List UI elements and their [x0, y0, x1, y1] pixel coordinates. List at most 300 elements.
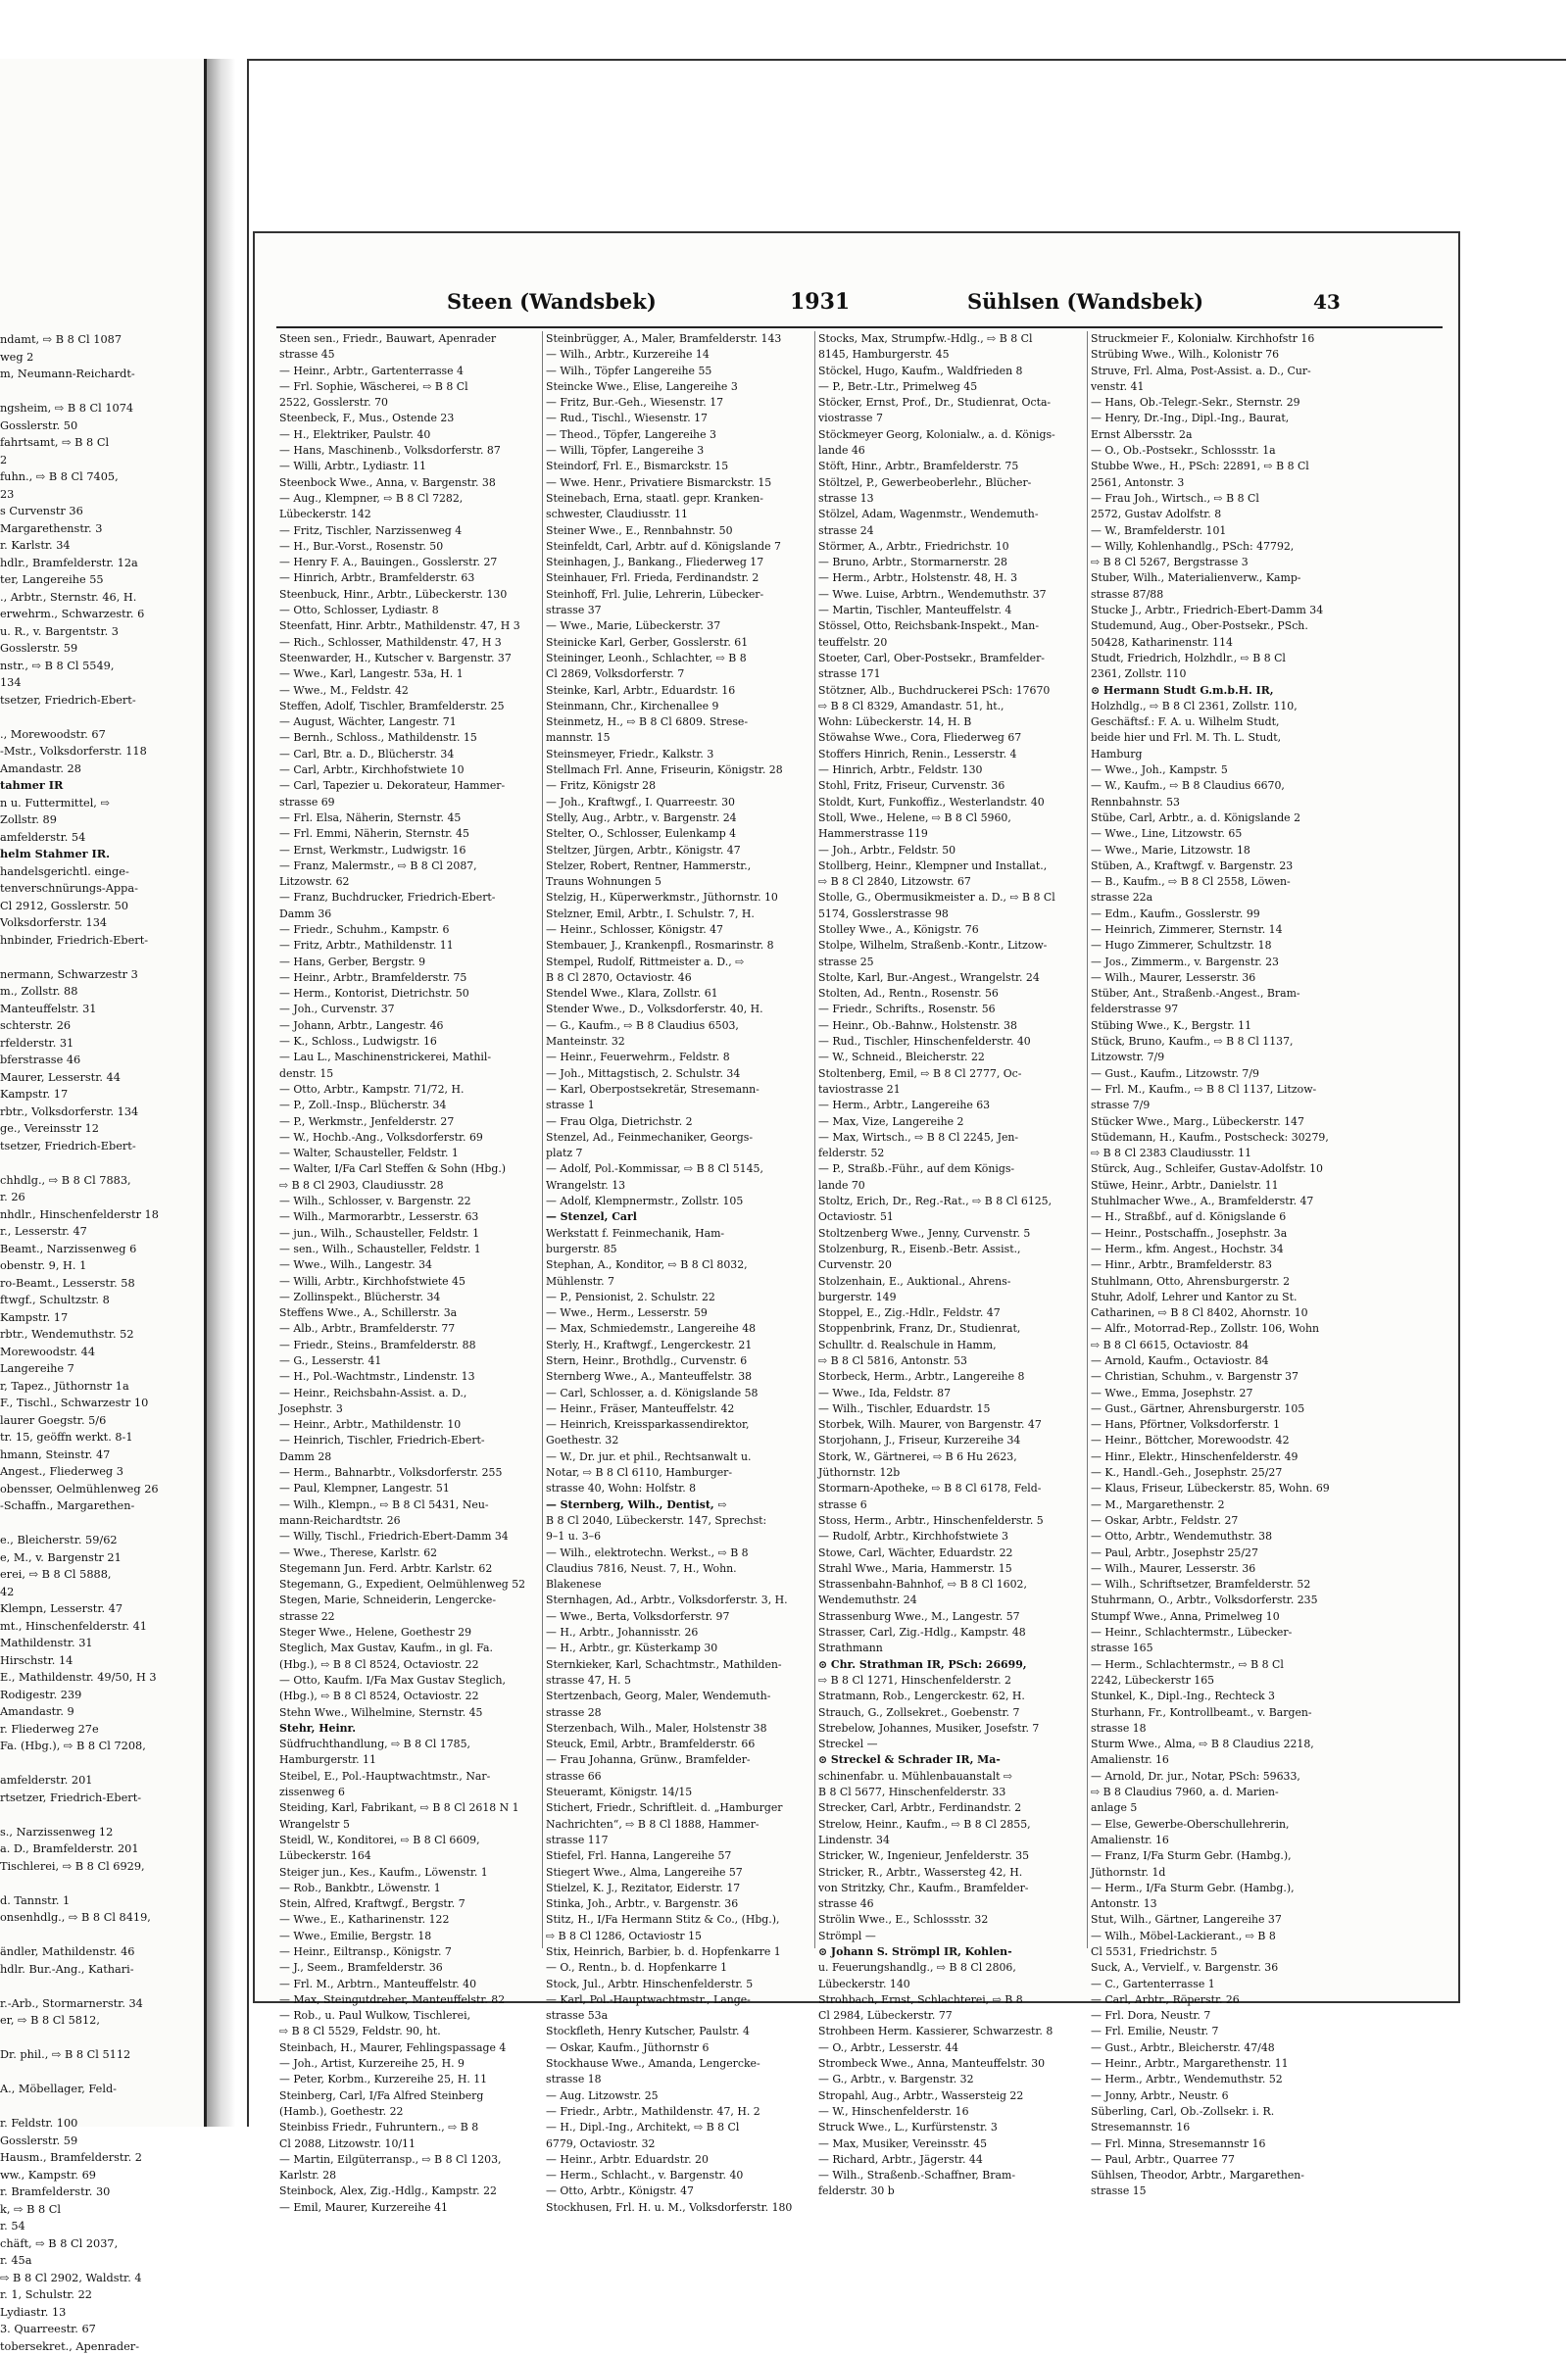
directory-entry-line: — G., Kaufm., ⇨ B 8 Claudius 6503,: [546, 1018, 825, 1034]
facing-page-line: r. Bramfelderstr. 30: [0, 2183, 201, 2201]
directory-entry-line: von Stritzky, Chr., Kaufm., Bramfelder-: [818, 1881, 1098, 1896]
facing-page-fragment: [0, 59, 207, 2127]
directory-entry-line: Steinmetz, H., ⇨ B 8 Cl 6809. Strese-: [546, 714, 825, 730]
directory-entry-line: — Klaus, Friseur, Lübeckerstr. 85, Wohn. 69: [1091, 1481, 1370, 1496]
directory-entry-line: Steffen, Adolf, Tischler, Bramfelderstr. 25: [279, 699, 559, 714]
directory-entry-line: — Wwe., Karl, Langestr. 53a, H. 1: [279, 666, 559, 682]
directory-entry-line: Nachrichten“, ⇨ B 8 Cl 1888, Hammer-: [546, 1817, 825, 1833]
directory-entry-line: — Joh., Curvenstr. 37: [279, 1002, 559, 1017]
directory-entry-line: Stolten, Ad., Rentn., Rosenstr. 56: [818, 986, 1098, 1002]
facing-page-line: s., Narzissenweg 12: [0, 1824, 201, 1841]
directory-entry-line: 2561, Antonstr. 3: [1091, 475, 1370, 491]
directory-entry-line: strasse 171: [818, 666, 1098, 682]
facing-page-line: m., Zollstr. 88: [0, 983, 201, 1001]
directory-entry-line: — Herm., Bahnarbtr., Volksdorferstr. 255: [279, 1465, 559, 1481]
facing-page-line: Rodigestr. 239: [0, 1687, 201, 1704]
directory-entry-line: — Alb., Arbtr., Bramfelderstr. 77: [279, 1321, 559, 1337]
directory-entry-line: — Martin, Eilgüterransp., ⇨ B 8 Cl 1203,: [279, 2152, 559, 2168]
directory-entry-line: Struckmeier F., Kolonialw. Kirchhofstr 16: [1091, 331, 1370, 347]
facing-page-column: [0, 331, 201, 2355]
facing-page-line: er, ⇨ B 8 Cl 5812,: [0, 2012, 201, 2030]
directory-entry-line: Steininger, Leonh., Schlachter, ⇨ B 8: [546, 651, 825, 666]
directory-entry-line: — Arnold, Dr. jur., Notar, PSch: 59633,: [1091, 1769, 1370, 1785]
directory-entry-line: Steiding, Karl, Fabrikant, ⇨ B 8 Cl 2618 N 1: [279, 1800, 559, 1816]
directory-entry-line: — Joh., Artist, Kurzereihe 25, H. 9: [279, 2056, 559, 2072]
directory-entry-line: Stelzer, Robert, Rentner, Hammerstr.,: [546, 859, 825, 874]
directory-entry-line: 50428, Katharinenstr. 114: [1091, 635, 1370, 651]
directory-entry-line: felderstr. 52: [818, 1146, 1098, 1161]
directory-entry-line: — Rob., u. Paul Wulkow, Tischlerei,: [279, 2008, 559, 2024]
directory-entry-line: — Wilh., Marmorarbtr., Lesserstr. 63: [279, 1209, 559, 1225]
directory-entry-line: — Frl. Emmi, Näherin, Sternstr. 45: [279, 826, 559, 842]
directory-entry-line: Stoldt, Kurt, Funkoffiz., Westerlandstr. 40: [818, 795, 1098, 810]
directory-entry-line: beide hier und Frl. M. Th. L. Studt,: [1091, 730, 1370, 746]
directory-entry-line: Stuhrmann, O., Arbtr., Volksdorferstr. 235: [1091, 1593, 1370, 1608]
directory-entry-line: — Wwe., Wilh., Langestr. 34: [279, 1257, 559, 1273]
directory-entry-line: Stelzner, Emil, Arbtr., I. Schulstr. 7, H.: [546, 907, 825, 922]
facing-page-line: amfelderstr. 54: [0, 829, 201, 847]
directory-entry-line: ⇨ B 8 Cl 5267, Bergstrasse 3: [1091, 555, 1370, 570]
directory-entry-line: strasse 165: [1091, 1641, 1370, 1656]
directory-entry-line: — Herm., Kontorist, Dietrichstr. 50: [279, 986, 559, 1002]
directory-entry-line: — Willy, Kohlenhandlg., PSch: 47792,: [1091, 539, 1370, 555]
directory-entry-line: Stegemann Jun. Ferd. Arbtr. Karlstr. 62: [279, 1561, 559, 1577]
directory-entry-line: Sterly, H., Kraftwgf., Lengerckestr. 21: [546, 1338, 825, 1353]
directory-entry-line: Stegen, Marie, Schneiderin, Lengercke-: [279, 1593, 559, 1608]
directory-entry-line: — Gust., Arbtr., Bleicherstr. 47/48: [1091, 2040, 1370, 2056]
directory-entry-line: — Gust., Kaufm., Litzowstr. 7/9: [1091, 1066, 1370, 1082]
directory-entry-line: Josephstr. 3: [279, 1401, 559, 1417]
directory-entry-line: — Walter, Schausteller, Feldstr. 1: [279, 1146, 559, 1161]
directory-entry-line: — Franz, Buchdrucker, Friedrich-Ebert-: [279, 890, 559, 906]
directory-entry-line: Stempel, Rudolf, Rittmeister a. D., ⇨: [546, 955, 825, 970]
directory-entry-line: Stössel, Otto, Reichsbank-Inspekt., Man-: [818, 618, 1098, 634]
directory-entry-line: — Johann, Arbtr., Langestr. 46: [279, 1018, 559, 1034]
directory-entry-line: Studemund, Aug., Ober-Postsekr., PSch.: [1091, 618, 1370, 634]
directory-entry-line: — Hans, Pförtner, Volksdorferstr. 1: [1091, 1417, 1370, 1433]
directory-entry-line: Storbek, Wilh. Maurer, von Bargenstr. 47: [818, 1417, 1098, 1433]
directory-entry-line: strasse 13: [818, 491, 1098, 507]
directory-entry-line: Wrangelstr. 13: [546, 1178, 825, 1194]
directory-entry-line: Stehr, Heinr.: [279, 1721, 559, 1737]
directory-entry-line: Stunkel, K., Dipl.-Ing., Rechteck 3: [1091, 1689, 1370, 1704]
directory-entry-line: — Rob., Bankbtr., Löwenstr. 1: [279, 1881, 559, 1896]
directory-entry-line: — Wwe., Line, Litzowstr. 65: [1091, 826, 1370, 842]
directory-entry-line: — Wwe., Ida, Feldstr. 87: [818, 1386, 1098, 1401]
directory-entry-line: — Carl, Tapezier u. Dekorateur, Hammer-: [279, 778, 559, 794]
facing-page-line: ftwgf., Schultzstr. 8: [0, 1292, 201, 1309]
directory-entry-line: — Herm., I/Fa Sturm Gebr. (Hambg.),: [1091, 1881, 1370, 1896]
directory-entry-line: — Wwe., Berta, Volksdorferstr. 97: [546, 1609, 825, 1625]
directory-entry-line: Sternhagen, Ad., Arbtr., Volksdorferstr. 3, H.: [546, 1593, 825, 1608]
directory-entry-line: — H., Arbtr., gr. Küsterkamp 30: [546, 1641, 825, 1656]
directory-entry-line: Steenbuck, Hinr., Arbtr., Lübeckerstr. 130: [279, 587, 559, 603]
directory-entry-line: — P., Straßb.-Führ., auf dem Königs-: [818, 1161, 1098, 1177]
directory-entry-line: Stöwahse Wwe., Cora, Fliederweg 67: [818, 730, 1098, 746]
directory-entry-line: — Herm., Arbtr., Wendemuthstr. 52: [1091, 2072, 1370, 2087]
directory-entry-line: ⇨ B 8 Cl 2840, Litzowstr. 67: [818, 874, 1098, 890]
facing-page-line: [0, 2098, 201, 2116]
directory-entry-line: B 8 Cl 5677, Hinschenfelderstr. 33: [818, 1785, 1098, 1800]
directory-entry-line: Cl 2984, Lübeckerstr. 77: [818, 2008, 1098, 2024]
directory-entry-line: Stein, Alfred, Kraftwgf., Bergstr. 7: [279, 1896, 559, 1912]
directory-entry-line: — Fritz, Arbtr., Mathildenstr. 11: [279, 938, 559, 954]
directory-entry-line: mann-Reichardtstr. 26: [279, 1513, 559, 1529]
directory-entry-line: Steinke, Karl, Arbtr., Eduardstr. 16: [546, 683, 825, 699]
directory-entry-line: Strathmann: [818, 1641, 1098, 1656]
facing-page-line: Volksdorferstr. 134: [0, 914, 201, 932]
directory-entry-line: — Adolf, Klempnermstr., Zollstr. 105: [546, 1194, 825, 1209]
directory-entry-line: — Wwe. Luise, Arbtrn., Wendemuthstr. 37: [818, 587, 1098, 603]
facing-page-line: Amandastr. 28: [0, 760, 201, 778]
facing-page-line: r. 1, Schulstr. 22: [0, 2286, 201, 2304]
directory-entry-line: Holzhdlg., ⇨ B 8 Cl 2361, Zollstr. 110,: [1091, 699, 1370, 714]
directory-entry-line: — Hinrich, Arbtr., Bramfelderstr. 63: [279, 570, 559, 586]
facing-page-line: r. Karlstr. 34: [0, 537, 201, 555]
directory-entry-line: Struck Wwe., L., Kurfürstenstr. 3: [818, 2120, 1098, 2135]
facing-page-line: A., Möbellager, Feld-: [0, 2081, 201, 2098]
directory-entry-line: — Willi, Töpfer, Langereihe 3: [546, 443, 825, 459]
directory-entry-line: (Hamb.), Goethestr. 22: [279, 2104, 559, 2120]
facing-page-line: tr. 15, geöffn werkt. 8-1: [0, 1429, 201, 1447]
facing-page-line: Angest., Fliederweg 3: [0, 1463, 201, 1481]
facing-page-line: Kampstr. 17: [0, 1309, 201, 1327]
directory-entry-line: Stoss, Herm., Arbtr., Hinschenfelderstr. 5: [818, 1513, 1098, 1529]
directory-entry-line: Stenzel, Ad., Feinmechaniker, Georgs-: [546, 1130, 825, 1146]
directory-entry-line: — Else, Gewerbe-Oberschullehrerin,: [1091, 1817, 1370, 1833]
directory-entry-line: Steenbock Wwe., Anna, v. Bargenstr. 38: [279, 475, 559, 491]
directory-entry-line: Stropahl, Aug., Arbtr., Wassersteig 22: [818, 2088, 1098, 2104]
directory-entry-line: Stendel Wwe., Klara, Zollstr. 61: [546, 986, 825, 1002]
directory-entry-line: — Wilh., Maurer, Lesserstr. 36: [1091, 1561, 1370, 1577]
facing-page-line: Fa. (Hbg.), ⇨ B 8 Cl 7208,: [0, 1738, 201, 1755]
directory-entry-line: — Wilh., Arbtr., Kurzereihe 14: [546, 347, 825, 363]
directory-entry-line: Strassenbahn-Bahnhof, ⇨ B 8 Cl 1602,: [818, 1577, 1098, 1593]
directory-entry-line: — Wilh., Töpfer Langereihe 55: [546, 364, 825, 379]
directory-entry-line: 2242, Lübeckerstr 165: [1091, 1673, 1370, 1689]
directory-entry-line: — jun., Wilh., Schausteller, Feldstr. 1: [279, 1226, 559, 1242]
facing-page-line: e., Bleicherstr. 59/62: [0, 1532, 201, 1549]
facing-page-line: Morewoodstr. 44: [0, 1344, 201, 1361]
directory-entry-line: Stöcker, Ernst, Prof., Dr., Studienrat, Octa-: [818, 395, 1098, 411]
directory-entry-line: anlage 5: [1091, 1800, 1370, 1816]
directory-entry-line: strasse 22a: [1091, 890, 1370, 906]
directory-entry-line: — Joh., Mittagstisch, 2. Schulstr. 34: [546, 1066, 825, 1082]
directory-entry-line: Steueramt, Königstr. 14/15: [546, 1785, 825, 1800]
directory-entry-line: — Otto, Schlosser, Lydiastr. 8: [279, 603, 559, 618]
directory-entry-line: Steltzer, Jürgen, Arbtr., Königstr. 47: [546, 843, 825, 859]
directory-entry-line: — Heinr., Feuerwehrm., Feldstr. 8: [546, 1050, 825, 1065]
directory-entry-line: — K., Schloss., Ludwigstr. 16: [279, 1034, 559, 1050]
directory-entry-line: — Herm., Arbtr., Holstenstr. 48, H. 3: [818, 570, 1098, 586]
directory-entry-line: — Jonny, Arbtr., Neustr. 6: [1091, 2088, 1370, 2104]
directory-entry-line: — Oskar, Arbtr., Feldstr. 27: [1091, 1513, 1370, 1529]
directory-entry-line: Stöltzel, P., Gewerbeoberlehr., Blücher-: [818, 475, 1098, 491]
directory-entry-line: strasse 24: [818, 523, 1098, 539]
directory-entry-line: — Heinrich, Kreissparkassendirektor,: [546, 1417, 825, 1433]
directory-entry-line: 5174, Gosslerstrasse 98: [818, 907, 1098, 922]
facing-page-line: Gosslerstr. 59: [0, 2133, 201, 2150]
facing-page-line: [0, 1875, 201, 1892]
directory-entry-line: Steinmann, Chr., Kirchenallee 9: [546, 699, 825, 714]
facing-page-line: 134: [0, 674, 201, 692]
directory-entry-line: — Heinr., Arbtr., Gartenterrasse 4: [279, 364, 559, 379]
directory-entry-line: Stück, Bruno, Kaufm., ⇨ B 8 Cl 1137,: [1091, 1034, 1370, 1050]
facing-page-line: 42: [0, 1584, 201, 1601]
directory-entry-line: — Bruno, Arbtr., Stormarnerstr. 28: [818, 555, 1098, 570]
directory-entry-line: Stolle, G., Obermusikmeister a. D., ⇨ B 8 Cl: [818, 890, 1098, 906]
directory-entry-line: Stegemann, G., Expedient, Oelmühlenweg 52: [279, 1577, 559, 1593]
directory-entry-line: — Lau L., Maschinenstrickerei, Mathil-: [279, 1050, 559, 1065]
directory-entry-line: denstr. 15: [279, 1066, 559, 1082]
directory-entry-line: Steuck, Emil, Arbtr., Bramfelderstr. 66: [546, 1737, 825, 1752]
directory-entry-line: Stüber, Ant., Straßenb.-Angest., Bram-: [1091, 986, 1370, 1002]
directory-entry-line: — Wilh., Schlosser, v. Bargenstr. 22: [279, 1194, 559, 1209]
directory-entry-line: Hamburgerstr. 11: [279, 1752, 559, 1768]
directory-entry-line: — Walter, I/Fa Carl Steffen & Sohn (Hbg.): [279, 1161, 559, 1177]
directory-entry-line: Steen sen., Friedr., Bauwart, Apenrader: [279, 331, 559, 347]
directory-entry-line: — Max, Schmiedemstr., Langereihe 48: [546, 1321, 825, 1337]
directory-entry-line: mannstr. 15: [546, 730, 825, 746]
directory-entry-line: ⊙ Chr. Strathman IR, PSch: 26699,: [818, 1657, 1098, 1673]
directory-entry-line: — Frau Olga, Dietrichstr. 2: [546, 1114, 825, 1130]
directory-entry-line: Stürck, Aug., Schleifer, Gustav-Adolfstr. 10: [1091, 1161, 1370, 1177]
directory-entry-line: — Frau Joh., Wirtsch., ⇨ B 8 Cl: [1091, 491, 1370, 507]
directory-entry-line: Curvenstr. 20: [818, 1257, 1098, 1273]
directory-entry-line: Stelly, Aug., Arbtr., v. Bargenstr. 24: [546, 810, 825, 826]
directory-entry-line: Steglich, Max Gustav, Kaufm., in gl. Fa.: [279, 1641, 559, 1656]
directory-entry-line: — W., Dr. jur. et phil., Rechtsanwalt u.: [546, 1449, 825, 1465]
directory-entry-line: Sturm Wwe., Alma, ⇨ B 8 Claudius 2218,: [1091, 1737, 1370, 1752]
facing-page-line: obensser, Oelmühlenweg 26: [0, 1481, 201, 1498]
facing-page-line: Klempn, Lesserstr. 47: [0, 1600, 201, 1618]
directory-entry-line: strasse 47, H. 5: [546, 1673, 825, 1689]
directory-entry-line: Stiegert Wwe., Alma, Langereihe 57: [546, 1865, 825, 1881]
directory-entry-line: — B., Kaufm., ⇨ B 8 Cl 2558, Löwen-: [1091, 874, 1370, 890]
page-number: 43: [1313, 290, 1341, 314]
directory-entry-line: Stockhause Wwe., Amanda, Lengercke-: [546, 2056, 825, 2072]
directory-entry-line: Steger Wwe., Helene, Goethestr 29: [279, 1625, 559, 1641]
facing-page-line: tobersekret., Apenrader-: [0, 2338, 201, 2355]
facing-page-line: ww., Kampstr. 69: [0, 2167, 201, 2184]
directory-entry-line: Sturhann, Fr., Kontrollbeamt., v. Bargen-: [1091, 1705, 1370, 1721]
directory-entry-line: Strübing Wwe., Wilh., Kolonistr 76: [1091, 347, 1370, 363]
directory-entry-line: — Frl. M., Arbtrn., Manteuffelstr. 40: [279, 1977, 559, 1992]
directory-entry-line: Steinfeldt, Carl, Arbtr. auf d. Königslande 7: [546, 539, 825, 555]
directory-entry-line: — H., Pol.-Wachtmstr., Lindenstr. 13: [279, 1369, 559, 1385]
directory-entry-line: Claudius 7816, Neust. 7, H., Wohn.: [546, 1561, 825, 1577]
directory-entry-line: Steinicke Karl, Gerber, Gosslerstr. 61: [546, 635, 825, 651]
directory-entry-line: Stehn Wwe., Wilhelmine, Sternstr. 45: [279, 1705, 559, 1721]
facing-page-line: Langereihe 7: [0, 1360, 201, 1378]
directory-entry-line: Steenwarder, H., Kutscher v. Bargenstr. 37: [279, 651, 559, 666]
directory-entry-line: Stowe, Carl, Wächter, Eduardstr. 22: [818, 1545, 1098, 1561]
directory-entry-line: — Friedr., Schuhm., Kampstr. 6: [279, 922, 559, 938]
facing-page-line: e, M., v. Bargenstr 21: [0, 1549, 201, 1567]
directory-entry-line: Geschäftsf.: F. A. u. Wilhelm Studt,: [1091, 714, 1370, 730]
directory-entry-line: — Hinrich, Arbtr., Feldstr. 130: [818, 762, 1098, 778]
directory-entry-line: ⇨ B 8 Cl 1286, Octaviostr 15: [546, 1929, 825, 1944]
directory-entry-line: — P., Zoll.-Insp., Blücherstr. 34: [279, 1098, 559, 1113]
directory-entry-line: Stüben, A., Kraftwgf. v. Bargenstr. 23: [1091, 859, 1370, 874]
directory-entry-line: — Wilh., Schriftsetzer, Bramfelderstr. 52: [1091, 1577, 1370, 1593]
directory-entry-line: Stucke J., Arbtr., Friedrich-Ebert-Damm 34: [1091, 603, 1370, 618]
directory-entry-line: — Hinr., Arbtr., Bramfelderstr. 83: [1091, 1257, 1370, 1273]
directory-entry-line: Manteinstr. 32: [546, 1034, 825, 1050]
directory-entry-line: — Christian, Schuhm., v. Bargenstr 37: [1091, 1369, 1370, 1385]
facing-page-line: [0, 1755, 201, 1773]
directory-entry-line: — Frl. Minna, Stresemannstr 16: [1091, 2136, 1370, 2152]
directory-entry-line: — Alfr., Motorrad-Rep., Zollstr. 106, Wohn: [1091, 1321, 1370, 1337]
directory-page: [253, 231, 1460, 2003]
directory-entry-line: Sternberg Wwe., A., Manteuffelstr. 38: [546, 1369, 825, 1385]
directory-entry-line: strasse 37: [546, 603, 825, 618]
directory-entry-line: Steenbeck, F., Mus., Ostende 23: [279, 411, 559, 426]
directory-entry-line: Jüthornstr. 1d: [1091, 1865, 1370, 1881]
directory-entry-line: 9–1 u. 3–6: [546, 1529, 825, 1545]
directory-entry-line: (Hbg.), ⇨ B 8 Cl 8524, Octaviostr. 22: [279, 1689, 559, 1704]
directory-entry-line: Studt, Friedrich, Holzhdlr., ⇨ B 8 Cl: [1091, 651, 1370, 666]
facing-page-line: n u. Futtermittel, ⇨: [0, 795, 201, 812]
facing-page-line: Dr. phil., ⇨ B 8 Cl 5112: [0, 2046, 201, 2064]
directory-entry-line: — W., Schneid., Bleicherstr. 22: [818, 1050, 1098, 1065]
directory-entry-line: platz 7: [546, 1146, 825, 1161]
directory-entry-line: taviostrasse 21: [818, 1082, 1098, 1098]
directory-entry-line: Rennbahnstr. 53: [1091, 795, 1370, 810]
directory-entry-line: strasse 7/9: [1091, 1098, 1370, 1113]
directory-entry-line: Streckel —: [818, 1737, 1098, 1752]
directory-entry-line: Notar, ⇨ B 8 Cl 6110, Hamburger-: [546, 1465, 825, 1481]
facing-page-line: Manteuffelstr. 31: [0, 1001, 201, 1018]
directory-entry-line: — Bernh., Schloss., Mathildenstr. 15: [279, 730, 559, 746]
directory-entry-line: — Fritz, Bur.-Geh., Wiesenstr. 17: [546, 395, 825, 411]
directory-entry-line: — Frau Johanna, Grünw., Bramfelder-: [546, 1752, 825, 1768]
directory-entry-line: Strelow, Heinr., Kaufm., ⇨ B 8 Cl 2855,: [818, 1817, 1098, 1833]
directory-entry-line: Stoffers Hinrich, Renin., Lesserstr. 4: [818, 747, 1098, 762]
facing-page-line: Tischlerei, ⇨ B 8 Cl 6929,: [0, 1858, 201, 1876]
directory-entry-line: — M., Margarethenstr. 2: [1091, 1497, 1370, 1513]
directory-entry-line: 8145, Hamburgerstr. 45: [818, 347, 1098, 363]
directory-entry-line: Stender Wwe., D., Volksdorferstr. 40, H.: [546, 1002, 825, 1017]
directory-entry-line: — K., Handl.-Geh., Josephstr. 25/27: [1091, 1465, 1370, 1481]
directory-entry-line: — Rudolf, Arbtr., Kirchhofstwiete 3: [818, 1529, 1098, 1545]
directory-entry-line: Lübeckerstr. 164: [279, 1848, 559, 1864]
directory-entry-line: Stötzner, Alb., Buchdruckerei PSch: 17670: [818, 683, 1098, 699]
directory-entry-line: Steinbock, Alex, Zig.-Hdlg., Kampstr. 22: [279, 2183, 559, 2199]
directory-entry-line: Stolpe, Wilhelm, Straßenb.-Kontr., Litzow-: [818, 938, 1098, 954]
directory-entry-line: Litzowstr. 62: [279, 874, 559, 890]
facing-page-line: ., Morewoodstr. 67: [0, 726, 201, 744]
facing-page-line: r. 54: [0, 2218, 201, 2235]
directory-entry-line: — Heinr., Reichsbahn-Assist. a. D.,: [279, 1386, 559, 1401]
directory-entry-line: — Max, Wirtsch., ⇨ B 8 Cl 2245, Jen-: [818, 1130, 1098, 1146]
facing-page-line: [0, 383, 201, 401]
directory-entry-line: strasse 15: [1091, 2183, 1370, 2199]
directory-entry-line: — Stenzel, Carl: [546, 1209, 825, 1225]
directory-entry-line: Stumpf Wwe., Anna, Primelweg 10: [1091, 1609, 1370, 1625]
directory-entry-line: — Wwe., Emma, Josephstr. 27: [1091, 1386, 1370, 1401]
directory-entry-line: ⇨ B 8 Claudius 7960, a. d. Marien-: [1091, 1785, 1370, 1800]
directory-entry-line: — Heinr., Eiltransp., Königstr. 7: [279, 1944, 559, 1960]
facing-page-line: Margarethenstr. 3: [0, 520, 201, 538]
directory-entry-line: Stoltenberg, Emil, ⇨ B 8 Cl 2777, Oc-: [818, 1066, 1098, 1082]
directory-entry-line: — Arnold, Kaufm., Octaviostr. 84: [1091, 1353, 1370, 1369]
facing-page-line: Maurer, Lesserstr. 44: [0, 1069, 201, 1087]
directory-entry-line: — Herm., kfm. Angest., Hochstr. 34: [1091, 1242, 1370, 1257]
directory-entry-line: Stücker Wwe., Marg., Lübeckerstr. 147: [1091, 1114, 1370, 1130]
directory-entry-line: — Wwe., Marie, Lübeckerstr. 37: [546, 618, 825, 634]
facing-page-line: ter, Langereihe 55: [0, 571, 201, 589]
directory-column-3: [818, 331, 1098, 2200]
directory-entry-line: — Zollinspekt., Blücherstr. 34: [279, 1290, 559, 1305]
directory-entry-line: — Rud., Tischl., Wiesenstr. 17: [546, 411, 825, 426]
facing-page-line: Gosslerstr. 59: [0, 640, 201, 658]
directory-entry-line: Stuber, Wilh., Materialienverw., Kamp-: [1091, 570, 1370, 586]
directory-entry-line: Stolte, Karl, Bur.-Angest., Wrangelstr. 24: [818, 970, 1098, 986]
directory-entry-line: — Emil, Maurer, Kurzereihe 41: [279, 2200, 559, 2216]
directory-entry-line: Suck, A., Vervielf., v. Bargenstr. 36: [1091, 1960, 1370, 1976]
directory-entry-line: Stockfleth, Henry Kutscher, Paulstr. 4: [546, 2024, 825, 2039]
directory-entry-line: — Heinr., Arbtr., Margarethenstr. 11: [1091, 2056, 1370, 2072]
header-rule: [276, 326, 1443, 328]
directory-entry-line: Stöckel, Hugo, Kaufm., Waldfrieden 8: [818, 364, 1098, 379]
directory-entry-line: — Wilh., Tischler, Eduardstr. 15: [818, 1401, 1098, 1417]
facing-page-line: hmann, Steinstr. 47: [0, 1447, 201, 1464]
directory-entry-line: Stüdemann, H., Kaufm., Postscheck: 30279,: [1091, 1130, 1370, 1146]
directory-entry-line: — Herm., Arbtr., Langereihe 63: [818, 1098, 1098, 1113]
directory-entry-line: Amalienstr. 16: [1091, 1752, 1370, 1768]
facing-page-line: handelsgerichtl. einge-: [0, 863, 201, 881]
directory-entry-line: — H., Elektriker, Paulstr. 40: [279, 427, 559, 443]
facing-page-line: Hirschstr. 14: [0, 1652, 201, 1670]
directory-entry-line: lande 46: [818, 443, 1098, 459]
directory-column-4: [1091, 331, 1370, 2200]
directory-entry-line: Stüwe, Heinr., Arbtr., Danielstr. 11: [1091, 1178, 1370, 1194]
directory-entry-line: — Wwe. Henr., Privatiere Bismarckstr. 15: [546, 475, 825, 491]
directory-entry-line: — Willi, Arbtr., Kirchhofstwiete 45: [279, 1274, 559, 1290]
directory-entry-line: Lübeckerstr. 140: [818, 1977, 1098, 1992]
facing-page-line: weg 2: [0, 349, 201, 367]
directory-entry-line: — Carl, Btr. a. D., Blücherstr. 34: [279, 747, 559, 762]
directory-entry-line: strasse 45: [279, 347, 559, 363]
facing-page-line: u. R., v. Bargentstr. 3: [0, 623, 201, 641]
directory-entry-line: Stix, Heinrich, Barbier, b. d. Hopfenkarre 1: [546, 1944, 825, 1960]
facing-page-line: ., Arbtr., Sternstr. 46, H.: [0, 589, 201, 607]
directory-entry-line: — Otto, Arbtr., Kampstr. 71/72, H.: [279, 1082, 559, 1098]
directory-entry-line: Stolley Wwe., A., Königstr. 76: [818, 922, 1098, 938]
directory-entry-line: — Wilh., Straßenb.-Schaffner, Bram-: [818, 2168, 1098, 2183]
facing-page-line: onsenhdlg., ⇨ B 8 Cl 8419,: [0, 1909, 201, 1927]
directory-entry-line: Ernst Albersstr. 2a: [1091, 427, 1370, 443]
directory-entry-line: — W., Bramfelderstr. 101: [1091, 523, 1370, 539]
facing-page-line: Lydiastr. 13: [0, 2304, 201, 2322]
directory-entry-line: Strömpl —: [818, 1929, 1098, 1944]
directory-entry-line: — Frl. Sophie, Wäscherei, ⇨ B 8 Cl: [279, 379, 559, 395]
directory-entry-line: — Henry, Dr.-Ing., Dipl.-Ing., Baurat,: [1091, 411, 1370, 426]
directory-entry-line: Storjohann, J., Friseur, Kurzereihe 34: [818, 1433, 1098, 1448]
facing-page-line: [0, 1978, 201, 1995]
directory-entry-line: Strombeck Wwe., Anna, Manteuffelstr. 30: [818, 2056, 1098, 2072]
facing-page-line: fahrtsamt, ⇨ B 8 Cl: [0, 434, 201, 452]
directory-entry-line: Strahl Wwe., Maria, Hammerstr. 15: [818, 1561, 1098, 1577]
directory-entry-line: Stratmann, Rob., Lengerckestr. 62, H.: [818, 1689, 1098, 1704]
directory-entry-line: — Otto, Arbtr., Wendemuthstr. 38: [1091, 1529, 1370, 1545]
directory-entry-line: strasse 40, Wohn: Holfstr. 8: [546, 1481, 825, 1496]
directory-entry-line: — O., Arbtr., Lesserstr. 44: [818, 2040, 1098, 2056]
directory-entry-line: Süberling, Carl, Ob.-Zollsekr. i. R.: [1091, 2104, 1370, 2120]
facing-page-line: [0, 709, 201, 726]
directory-entry-line: — Heinr., Ob.-Bahnw., Holstenstr. 38: [818, 1018, 1098, 1034]
